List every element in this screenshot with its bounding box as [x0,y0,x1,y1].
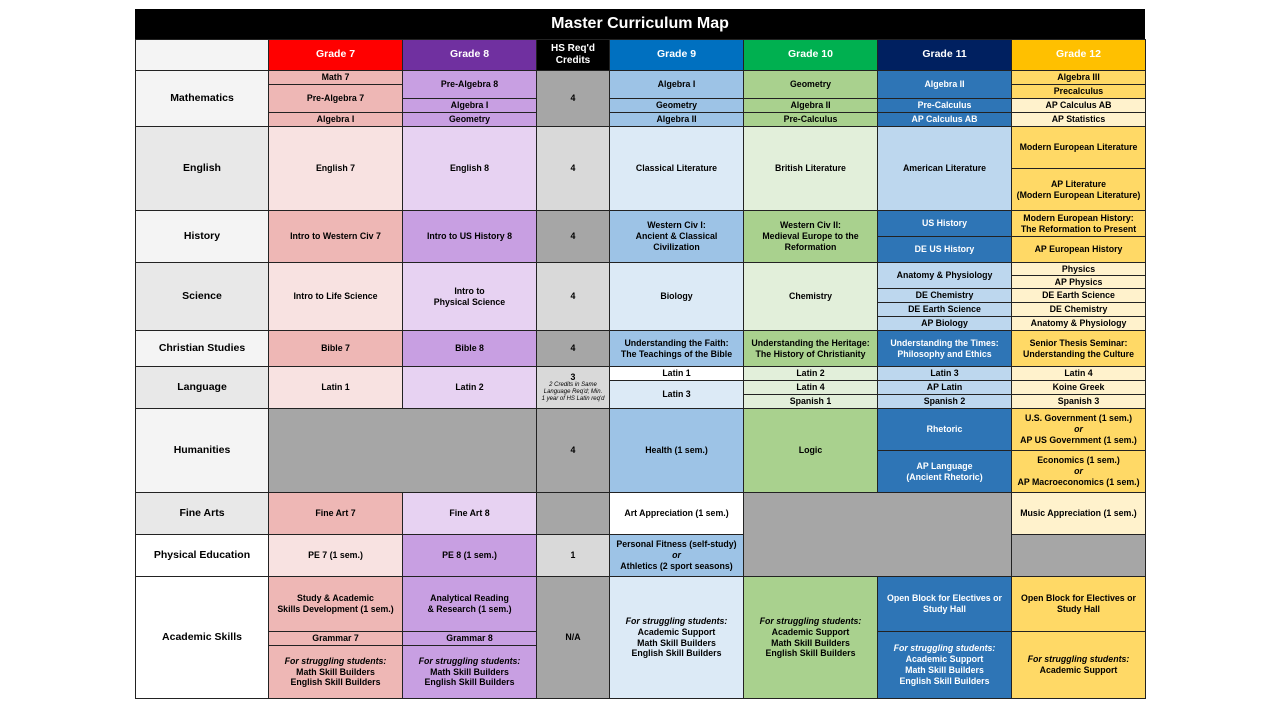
hs-credit: 4 [537,263,610,331]
header-row [136,40,1146,71]
cell [1012,577,1146,632]
cell [744,211,878,263]
hs-credit [537,367,610,409]
cell: Algebra III [1012,71,1146,85]
cell-line: For struggling students: [759,615,862,626]
cell: PE 8 (1 sem.) [403,535,537,577]
cell-line: Math Skill Builders [637,637,716,648]
cell: Bible 8 [403,331,537,367]
category-mathematics: Mathematics [136,71,269,127]
header-grade8: Grade 8 [403,40,537,71]
cell: Spanish 2 [878,395,1012,409]
cell: Intro to US History 8 [403,211,537,263]
cell: Latin 4 [744,381,878,395]
category-humanities: Humanities [136,409,269,493]
cell: Algebra II [610,113,744,127]
hs-credit: 4 [537,409,610,493]
cell-line: Personal Fitness (self-study) [616,539,737,550]
cell [269,646,403,699]
cell: English 8 [403,127,537,211]
cell: American Literature [878,127,1012,211]
header-hs-credits: HS Req'd Credits [537,40,610,71]
cell [878,577,1012,632]
cell: Classical Literature [610,127,744,211]
cell-line: Academic Support [1039,665,1118,675]
cell-line: Understanding the Times: [890,337,999,348]
header-blank [136,40,269,71]
cell-line: Academic Support [771,626,850,637]
cell-line: U.S. Government (1 sem.) [1024,413,1133,424]
cell-line: Open Block for Electives or [1021,593,1136,604]
cell [744,331,878,367]
cell: Geometry [403,113,537,127]
cell: Algebra I [269,113,403,127]
cell: DE Earth Science [1012,289,1146,303]
cell: Latin 2 [744,367,878,381]
cell-line: & Research (1 sem.) [427,604,512,614]
cell: Chemistry [744,263,878,331]
curriculum-table [135,39,1146,699]
empty-cell [744,493,1012,577]
cell [269,577,403,632]
cell [878,632,1012,699]
hs-credit-note: Language Req'd; Min. [543,389,603,396]
cell-line: Understanding the Heritage: [751,337,870,348]
category-language: Language [136,367,269,409]
cell [1012,169,1146,211]
history-row [136,211,1146,237]
cell: Physics [1012,263,1146,276]
hs-credit: 4 [537,127,610,211]
cell: Anatomy & Physiology [1012,317,1146,331]
cell: British Literature [744,127,878,211]
header-grade10: Grade 10 [744,40,878,71]
header-grade9: Grade 9 [610,40,744,71]
cell-line: AP Macroeconomics (1 sem.) [1017,476,1140,487]
cell [610,331,744,367]
cell-line: For struggling students: [625,615,728,626]
cell: Art Appreciation (1 sem.) [610,493,744,535]
cell: Algebra I [403,99,537,113]
cell: Music Appreciation (1 sem.) [1012,493,1146,535]
header-grade7: Grade 7 [269,40,403,71]
cell: Anatomy & Physiology [878,263,1012,289]
cell: Latin 2 [403,367,537,409]
cell [403,646,537,699]
christian-row [136,331,1146,367]
cell-line: Understanding the Faith: [624,337,729,348]
cell [403,263,537,331]
category-history: History [136,211,269,263]
cell: Fine Art 8 [403,493,537,535]
cell-line: English Skill Builders [765,648,856,659]
cell-line: Philosophy and Ethics [897,348,992,359]
cell: DE US History [878,237,1012,263]
cell: English 7 [269,127,403,211]
cell-line: Ancient & Classical Civilization [635,231,718,252]
science-row [136,263,1146,276]
cell: PE 7 (1 sem.) [269,535,403,577]
category-physical-education: Physical Education [136,535,269,577]
cell: US History [878,211,1012,237]
cell: Pre-Algebra 8 [403,71,537,99]
cell [878,331,1012,367]
cell: Spanish 1 [744,395,878,409]
cell-line: Math Skill Builders [905,665,984,675]
cell: Intro to Life Science [269,263,403,331]
cell: Latin 1 [269,367,403,409]
cell-line: AP Literature [1050,178,1107,189]
cell-line: English Skill Builders [899,675,990,686]
cell: Logic [744,409,878,493]
cell-line: Study & Academic [297,593,374,604]
cell-line: For struggling students: [284,655,387,666]
category-english: English [136,127,269,211]
cell-line: For struggling students: [1027,654,1130,665]
cell-line: Understanding the Culture [1023,348,1134,359]
cell: Koine Greek [1012,381,1146,395]
cell-line: (Ancient Rhetoric) [906,471,983,482]
cell: Rhetoric [878,409,1012,451]
cell [610,577,744,699]
cell-line: Academic Support [637,626,716,637]
academic-row [136,577,1146,632]
cell: DE Chemistry [1012,303,1146,317]
cell [1012,211,1146,237]
cell-line: The History of Christianity [755,348,866,359]
cell: AP European History [1012,237,1146,263]
empty-cell [1012,535,1146,577]
category-science: Science [136,263,269,331]
cell-line: Math Skill Builders [771,637,850,648]
language-row [136,367,1146,381]
cell-line: or [1074,424,1083,434]
cell [610,535,744,577]
cell: Intro to Western Civ 7 [269,211,403,263]
cell-line: Academic Support [905,654,984,665]
cell: Math 7 [269,71,403,85]
cell: Geometry [744,71,878,99]
math-row [136,71,1146,85]
cell-line: AP Language [916,460,973,471]
cell-line: Senior Thesis Seminar: [1029,337,1128,348]
page-title: Master Curriculum Map [135,9,1145,39]
cell-line: or [1074,466,1083,476]
cell: Latin 4 [1012,367,1146,381]
cell: AP Statistics [1012,113,1146,127]
curriculum-map [135,9,1145,699]
cell: Spanish 3 [1012,395,1146,409]
cell [1012,331,1146,367]
cell: Pre-Algebra 7 [269,85,403,113]
cell-line: Study Hall [1056,604,1100,614]
english-row [136,127,1146,169]
cell-line: Skills Development (1 sem.) [277,604,394,614]
cell: Grammar 7 [269,632,403,646]
cell [610,211,744,263]
cell-line: Math Skill Builders [296,666,375,677]
cell-line: English Skill Builders [290,677,381,688]
cell: Latin 1 [610,367,744,381]
cell [1012,409,1146,451]
cell-line: Modern European History: [1023,212,1134,223]
cell: AP Calculus AB [1012,99,1146,113]
cell-line: For struggling students: [418,655,521,666]
cell-line: The Reformation to Present [1020,223,1137,234]
cell [1012,632,1146,699]
cell: Grammar 8 [403,632,537,646]
cell [744,577,878,699]
cell: Algebra II [744,99,878,113]
cell: Fine Art 7 [269,493,403,535]
cell: Bible 7 [269,331,403,367]
cell-line: Math Skill Builders [430,666,509,677]
cell-line: Intro to [454,285,485,296]
cell-line: Reformation [784,241,837,252]
hs-credit: 1 [537,535,610,577]
cell: AP Latin [878,381,1012,395]
humanities-row [136,409,1146,451]
hs-credit-note: 1 year of HS Latin req'd [541,395,605,402]
cell-line: or [672,550,681,560]
empty-cell [537,493,610,535]
cell-line: English Skill Builders [631,648,722,659]
cell: Algebra II [878,71,1012,99]
cell: DE Earth Science [878,303,1012,317]
cell-line: (Modern European Literature) [1016,189,1141,200]
category-academic-skills: Academic Skills [136,577,269,699]
cell [878,451,1012,493]
cell: AP Biology [878,317,1012,331]
cell-line: Study Hall [922,604,966,614]
cell: Geometry [610,99,744,113]
cell: Health (1 sem.) [610,409,744,493]
cell: Biology [610,263,744,331]
cell-line: English Skill Builders [424,677,515,688]
hs-credit-value: 3 [570,371,576,382]
math-row [136,113,1146,127]
category-christian-studies: Christian Studies [136,331,269,367]
hs-credit: 4 [537,71,610,127]
category-fine-arts: Fine Arts [136,493,269,535]
cell-line: Western Civ I: [647,220,706,231]
cell-line: The Teachings of the Bible [620,348,733,359]
cell-line: Economics (1 sem.) [1037,455,1120,466]
cell: Latin 3 [610,381,744,409]
cell: Algebra I [610,71,744,99]
hs-credit: 4 [537,211,610,263]
cell: Pre-Calculus [878,99,1012,113]
cell-line: Western Civ II: [780,220,841,231]
cell: AP Physics [1012,276,1146,289]
cell-line: Athletics (2 sport seasons) [620,560,733,571]
cell: Latin 3 [878,367,1012,381]
cell: DE Chemistry [878,289,1012,303]
hs-credit: 4 [537,331,610,367]
cell [403,577,537,632]
cell-line: Analytical Reading [430,593,509,604]
hs-credit-note: 2 Credits in Same [549,382,597,389]
cell-line: AP US Government (1 sem.) [1020,434,1137,445]
cell [1012,451,1146,493]
cell-line: Medieval Europe to the [762,231,859,241]
cell: Pre-Calculus [744,113,878,127]
cell-line: For struggling students: [893,643,996,654]
header-grade12: Grade 12 [1012,40,1146,71]
cell: Precalculus [1012,85,1146,99]
cell-line: Physical Science [433,296,506,307]
empty-cell [269,409,537,493]
cell-line: Open Block for Electives or [887,593,1002,604]
cell: Modern European Literature [1012,127,1146,169]
header-grade11: Grade 11 [878,40,1012,71]
cell: AP Calculus AB [878,113,1012,127]
finearts-row [136,493,1146,535]
hs-credit: N/A [537,577,610,699]
